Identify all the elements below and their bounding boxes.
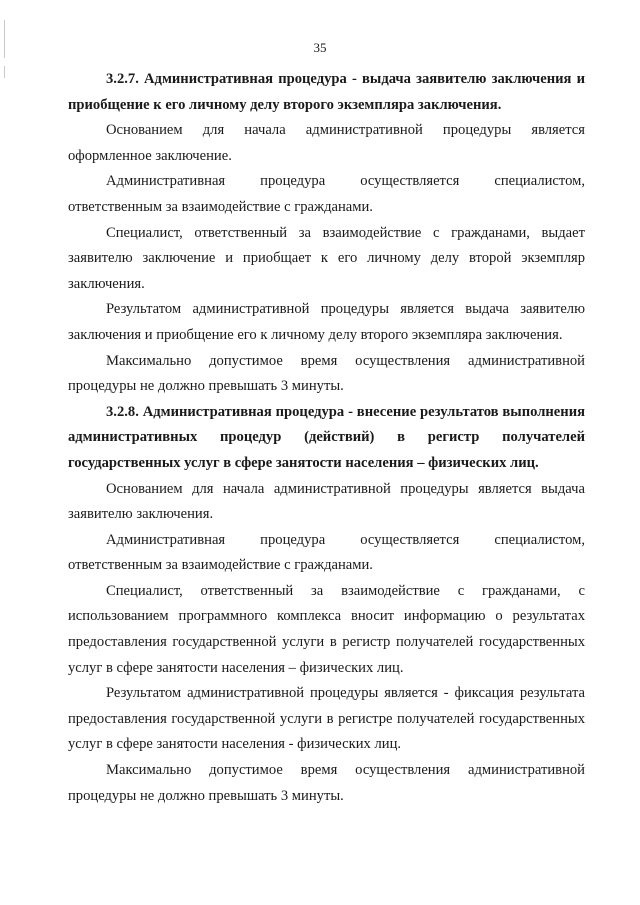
paragraph: Результатом административной процедуры является - фиксация результата предоставления государственной услуги в регистре получателей государственных услуг в сфере занятости населения - физических лиц. [68, 685, 585, 753]
page-number: 35 [313, 40, 327, 55]
paragraph: Административная процедура осуществляется специалистом, ответственным за взаимодействие с гражданами. [68, 531, 585, 574]
paragraph: Специалист, ответственный за взаимодействие с гражданами, с использованием программного комплекса вносит информацию о результатах предоставления государственной услуги в регистр получателей государственных услуг в сфере занятости населения – физических лиц. [68, 582, 585, 676]
paragraph: Максимально допустимое время осуществления административной процедуры не должно превышать 3 минуты. [68, 352, 585, 395]
paragraph: Результатом административной процедуры является выдача заявителю заключения и приобщение его к личному делу второго экземпляра заключения. [68, 301, 585, 343]
paragraph: Основанием для начала административной процедуры является оформленное заключение. [68, 122, 585, 164]
paragraph: Максимально допустимое время осуществления административной процедуры не должно превышать 3 минуты. [68, 762, 585, 804]
scan-margin-mark [4, 66, 5, 78]
paragraph: Основанием для начала административной процедуры является выдача заявителю заключения. [68, 480, 585, 523]
paragraph: Административная процедура осуществляется специалистом, ответственным за взаимодействие с гражданами. [68, 173, 585, 215]
document-body [68, 67, 585, 809]
section-heading-3-2-7: 3.2.7. Административная процедура - выдача заявителю заключения и приобщение к его личному делу второго экземпляра заключения. [68, 71, 585, 113]
paragraph: Специалист, ответственный за взаимодействие с гражданами, выдает заявителю заключение и приобщает к его личному делу второй экземпляр заключения. [68, 224, 585, 292]
section-heading-3-2-8: 3.2.8. Административная процедура - внесение результатов выполнения административных процедур (действий) в регистр получателей государственных услуг в сфере занятости населения – физических лиц. [68, 403, 585, 471]
